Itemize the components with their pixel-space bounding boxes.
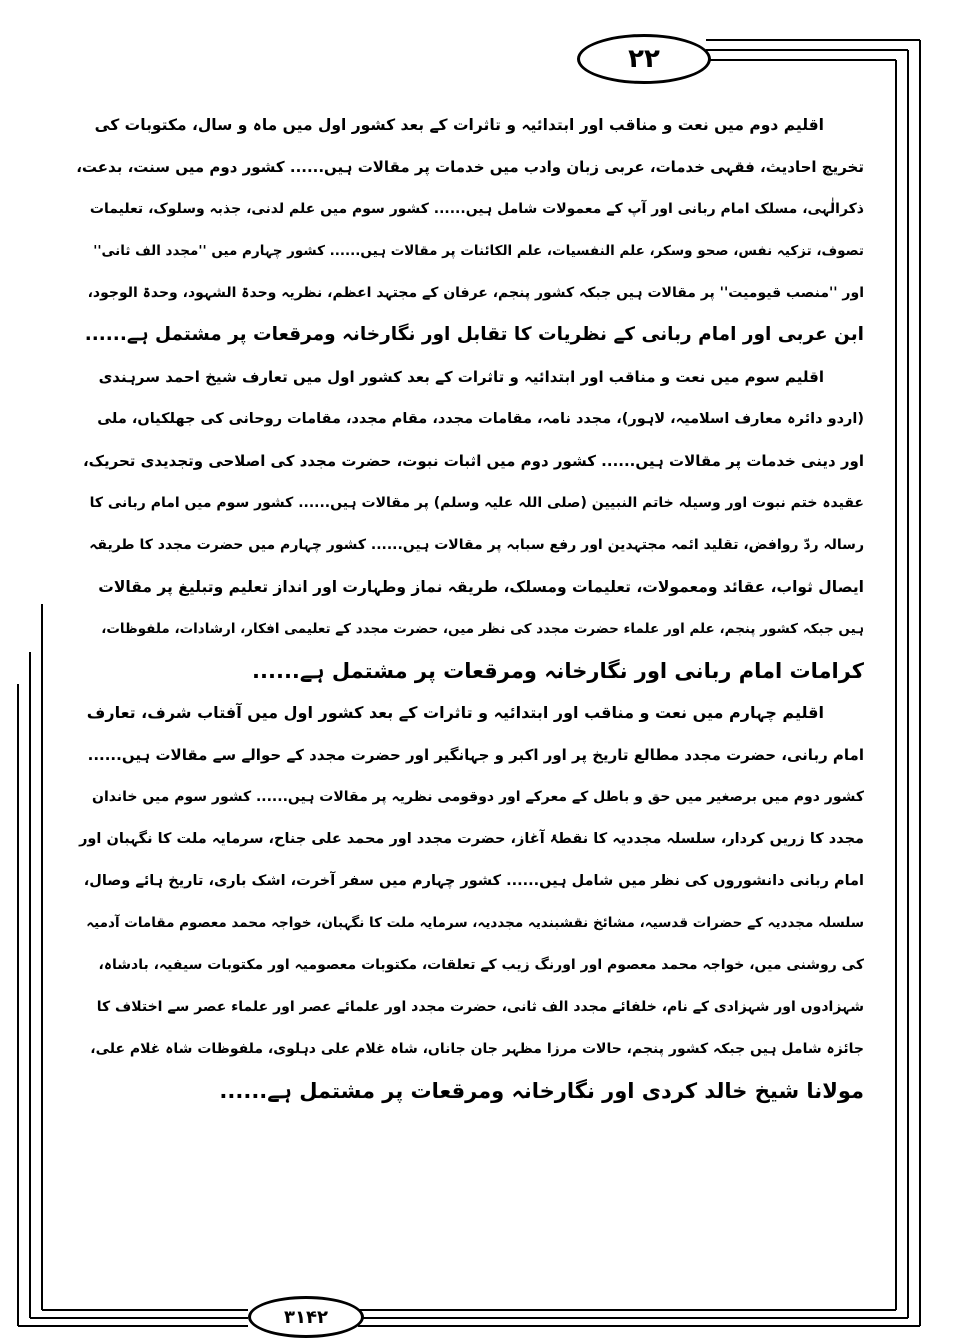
page-number-top: [577, 34, 711, 84]
body-line: ہیں جبکہ کشور پنجم، علم اور علماء حضرت مجدد کی نظر میں، حضرت مجدد کے تعلیمی افکار، ارشادات، ملفوظات،: [101, 621, 864, 637]
body-line: اقلیم دوم میں نعت و مناقب اور ابتدائیہ و تاثرات کے بعد کشور اول میں ماہ و سال، مکتوبات کی: [94, 116, 824, 134]
body-line: کشور دوم میں برصغیر میں حق و باطل کے معرکے اور دوقومی نظریہ پر مقالات ہیں...... کشور سوم میں خاندان: [92, 789, 864, 805]
body-line: تصوف، تزکیہ نفس، صحو وسکر، علم النفسیات، علم الکائنات پر مقالات ہیں...... کشور چہارم میں ''مجدد الف ثانی'': [93, 243, 864, 259]
body-line: کی روشنی میں، خواجہ محمد معصوم اور اورنگ زیب کے تعلقات، مکتوبات معصومیہ اور مکتوبات سیفیہ، بادشاہ،: [98, 957, 864, 973]
page-number-top-text: ۲۲: [628, 44, 660, 74]
page-number-bottom: [248, 1296, 364, 1338]
body-line: اور دینی خدمات پر مقالات ہیں...... کشور دوم میں اثبات نبوت، حضرت مجدد کی اصلاحی وتجدیدی تحریک،: [82, 452, 864, 470]
body-line: مولانا شیخ خالد کردی اور نگارخانہ ومرقعات پر مشتمل ہے......: [219, 1079, 864, 1103]
body-line: امام ربانی دانشوروں کی نظر میں شامل ہیں...... کشور چہارم میں سفر آخرت، اشک باری، تاریخ ہائے وصال،: [83, 873, 864, 889]
body-line: اقلیم سوم میں نعت و مناقب اور ابتدائیہ و تاثرات کے بعد کشور اول میں تعارف شیخ احمد سرہندی: [98, 368, 824, 386]
body-line: تخریج احادیث، فقہی خدمات، عربی زبان وادب میں خدمات پر مقالات ہیں...... کشور دوم میں سنت، بدعت،: [76, 158, 864, 176]
body-line: جائزہ شامل ہیں جبکہ کشور پنجم، حالات مرزا مظہر جان جاناں، شاہ غلام علی دہلوی، ملفوظات شاہ غلام علی،: [90, 1041, 864, 1057]
body-line: اور ''منصب قیومیت'' پر مقالات ہیں جبکہ کشور پنجم، عرفان کے مجتہد اعظم، نظریہ وحدۃ الشہود، وحدۃ الوجود،: [87, 285, 864, 301]
body-line: کرامات امام ربانی اور نگارخانہ ومرقعات پر مشتمل ہے......: [252, 659, 864, 683]
body-line: رسالہ ردّ روافض، تقلید ائمہ مجتہدین اور رفع سبابہ پر مقالات ہیں...... کشور چہارم میں حضرت مجدد کا طریقہ: [89, 537, 864, 553]
body-line: عقیدہ ختم نبوت اور وسیلہ خاتم النبیین (صلی اللہ علیہ وسلم) پر مقالات ہیں...... کشور سوم میں امام ربانی کا: [89, 495, 864, 511]
body-line: شہزادوں اور شہزادی کے نام، خلفائے مجدد الف ثانی، حضرت مجدد اور علمائے عصر اور علماء عصر سے اختلاف کا: [96, 999, 864, 1015]
page-number-bottom-text: ۳۱۴۲: [284, 1306, 328, 1328]
body-line: ایصال ثواب، عقائد ومعمولات، تعلیمات ومسلک، طریقہ نماز وطہارت اور انداز تعلیم وتبلیغ پر مقالات: [98, 578, 864, 596]
body-line: ذکرالٰہی، مسلک امام ربانی اور آپ کے معمولات شامل ہیں...... کشور سوم میں علم لدنی، جذبہ وسلوک، تعلیمات: [89, 201, 864, 217]
body-line: (اردو دائرہ معارف اسلامیہ، لاہور)، مجدد نامہ، مقامات مجدد، مقام مجدد، مقامات روحانی کی جھلکیاں، ملی: [97, 411, 864, 427]
article-body: [76, 104, 864, 1112]
body-line: امام ربانی، حضرت مجدد مطالع تاریخ پر اور اکبر و جہانگیر اور حضرت مجدد کے حوالے سے مقالات ہیں......: [87, 746, 864, 764]
body-line: ابن عربی اور امام ربانی کے نظریات کا تقابل اور نگارخانہ ومرقعات پر مشتمل ہے......: [84, 324, 864, 345]
body-line: اقلیم چہارم میں نعت و مناقب اور ابتدائیہ و تاثرات کے بعد کشور اول میں آفتاب شرف، تعارف: [86, 703, 824, 722]
body-line: سلسلہ مجددیہ کے حضرات قدسیہ، مشائخ نقشبندیہ مجددیہ، سرمایہ ملت کا نگہبان، خواجہ محمد معصوم مقامات آدمیہ: [86, 915, 864, 931]
body-line: مجدد کا زریں کردار، سلسلہ مجددیہ کا نقطۂ آغاز، حضرت مجدد اور محمد علی جناح، سرمایہ ملت کا نگہبان اور: [79, 831, 864, 847]
